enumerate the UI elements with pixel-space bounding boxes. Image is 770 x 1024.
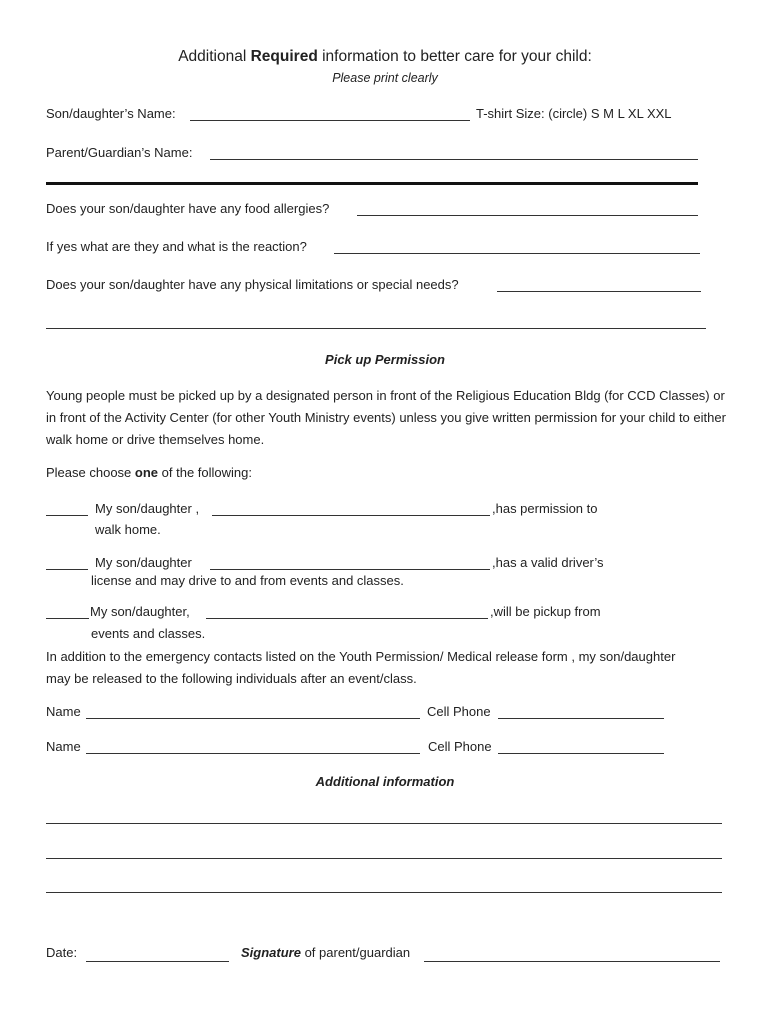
pickup-permission-heading: Pick up Permission [325,352,445,367]
option-walk-home-name-field[interactable] [212,515,490,516]
signature-suffix: of parent/guardian [300,945,411,960]
title-required: Required [250,48,318,65]
food-allergies-field[interactable] [357,215,698,216]
release-cell-field-1[interactable] [498,718,664,719]
title-prefix: Additional [178,48,251,65]
release-cell-label-1: Cell Phone [427,704,491,719]
additional-info-line-3[interactable] [46,892,722,893]
option-drive-check[interactable] [46,569,88,570]
release-name-field-2[interactable] [86,753,420,754]
child-name-field[interactable] [190,120,470,121]
release-paragraph: In addition to the emergency contacts listed on the Youth Permission/ Medical release form , my son/daughter may be released to the following individuals after an event/class. [46,649,676,686]
option-drive-text-a: My son/daughter [95,555,192,570]
limitations-extra-line[interactable] [46,328,706,329]
option-walk-home-text-b: ,has permission to [492,501,598,516]
option-walk-home-text-a: My son/daughter , [95,501,200,516]
choose-one-instruction [46,465,252,480]
form-subtitle: Please print clearly [332,71,438,85]
signature-bold: Signature [241,945,301,960]
release-cell-field-2[interactable] [498,753,664,754]
reaction-field[interactable] [334,253,700,254]
choose-prefix: Please choose [46,465,135,480]
parent-name-label: Parent/Guardian’s Name: [46,145,193,160]
title-suffix: information to better care for your child: [317,48,592,65]
food-allergies-question: Does your son/daughter have any food allergies? [46,201,330,216]
limitations-field[interactable] [497,291,701,292]
release-cell-label-2: Cell Phone [428,739,492,754]
option-drive-text-b: ,has a valid driver’s [492,555,604,570]
option-pickup-text-c: events and classes. [91,626,206,641]
release-name-label-2: Name [46,739,81,754]
limitations-question: Does your son/daughter have any physical limitations or special needs? [46,277,459,292]
option-drive-text-c: license and may drive to and from events and classes. [91,573,404,588]
additional-info-heading: Additional information [315,774,455,789]
option-walk-home-text-c: walk home. [95,522,161,537]
option-pickup-text-a: My son/daughter, [90,604,190,619]
child-name-label: Son/daughter’s Name: [46,106,176,121]
option-pickup-text-b: ,will be pickup from [490,604,601,619]
date-field[interactable] [86,961,229,962]
choose-bold: one [134,465,159,480]
additional-info-line-1[interactable] [46,823,722,824]
section-divider [46,182,698,185]
signature-field[interactable] [424,961,720,962]
reaction-question: If yes what are they and what is the reaction? [46,239,307,254]
signature-label [241,945,410,960]
form-title [0,48,770,66]
tshirt-size-label: T-shirt Size: (circle) S M L XL XXL [476,106,672,121]
option-drive-name-field[interactable] [210,569,490,570]
release-name-field-1[interactable] [86,718,420,719]
parent-name-field[interactable] [210,159,698,160]
release-name-label-1: Name [46,704,81,719]
additional-info-line-2[interactable] [46,858,722,859]
option-pickup-check[interactable] [46,618,89,619]
option-walk-home-check[interactable] [46,515,88,516]
choose-suffix: of the following: [158,465,252,480]
date-label: Date: [46,945,78,960]
option-pickup-name-field[interactable] [206,618,488,619]
pickup-paragraph: Young people must be picked up by a designated person in front of the Religious Education Bldg (for CCD Classes) or in front of the Activity Center (for other Youth Ministry events) unless you give written permission for your child to either walk home or drive themselves home. [46,388,726,447]
